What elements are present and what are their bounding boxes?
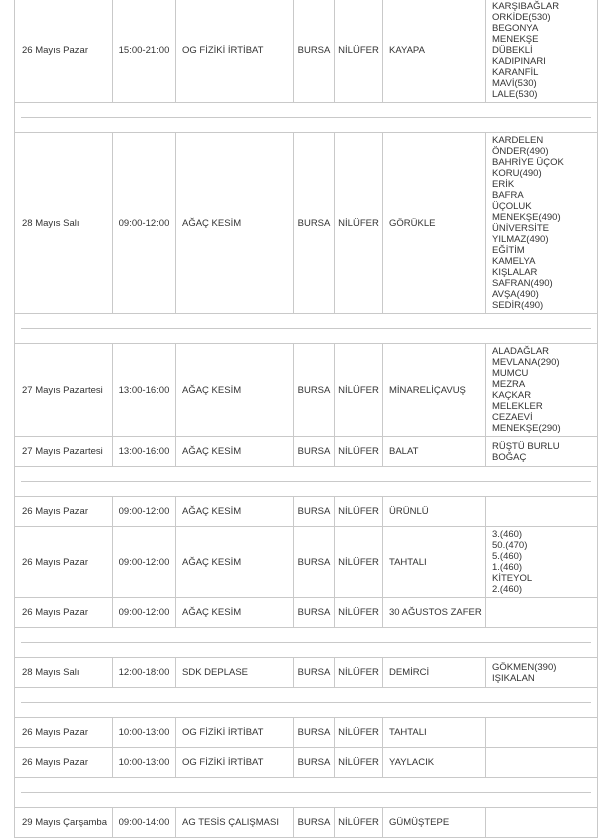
- streets-cell: [486, 0, 598, 103]
- street-name: KARDELEN: [492, 135, 544, 146]
- street-name: MAVİ(530): [492, 78, 537, 89]
- street-name: BEGONYA: [492, 23, 539, 34]
- outage-row: [15, 0, 598, 103]
- city-cell: BURSA: [294, 437, 335, 467]
- district-cell: NİLÜFER: [335, 0, 383, 103]
- street-name: BOĞAÇ: [492, 451, 527, 463]
- street-name: CEZAEVİ: [492, 412, 533, 423]
- neighborhood-cell: TAHTALI: [383, 718, 486, 748]
- neighborhood-cell: TAHTALI: [383, 527, 486, 598]
- separator-rule: [21, 328, 591, 329]
- time-cell: 09:00-12:00: [113, 497, 176, 527]
- district-cell: NİLÜFER: [335, 598, 383, 628]
- neighborhood-cell: BALAT: [383, 437, 486, 467]
- street-name: KARŞIBAĞLAR: [492, 1, 560, 12]
- street-name: KARANFİL: [492, 67, 539, 78]
- street-name: BAHRİYE ÜÇOK: [492, 157, 564, 168]
- street-name: ÜNİVERSİTE: [492, 223, 550, 234]
- group-separator-row: [15, 103, 598, 133]
- time-cell: 13:00-16:00: [113, 437, 176, 467]
- date-cell: 26 Mayıs Pazar: [15, 718, 113, 748]
- outage-table: [14, 0, 598, 838]
- group-separator-row: [15, 778, 598, 808]
- work-type-cell: AĞAÇ KESİM: [176, 527, 294, 598]
- neighborhood-cell: ÜRÜNLÜ: [383, 497, 486, 527]
- street-name: ALADAĞLAR: [492, 346, 550, 357]
- date-cell: 27 Mayıs Pazartesi: [15, 344, 113, 437]
- streets-cell: [486, 748, 598, 778]
- streets-cell: [486, 344, 598, 437]
- street-name: KADIPINARI: [492, 56, 546, 67]
- date-cell: 26 Mayıs Pazar: [15, 497, 113, 527]
- work-type-cell: OG FİZİKİ İRTİBAT: [176, 0, 294, 103]
- date-cell: 28 Mayıs Salı: [15, 658, 113, 688]
- street-name: KAMELYA: [492, 256, 536, 267]
- streets-cell: [486, 437, 598, 467]
- city-cell: BURSA: [294, 497, 335, 527]
- group-separator-row: [15, 688, 598, 718]
- city-cell: BURSA: [294, 718, 335, 748]
- outage-row: [15, 497, 598, 527]
- neighborhood-cell: DEMİRCİ: [383, 658, 486, 688]
- street-name: 5.(460): [492, 551, 523, 562]
- street-name: 50.(470): [492, 540, 528, 551]
- separator-cell: [15, 628, 598, 658]
- outage-row: [15, 808, 598, 838]
- street-name: SEDİR(490): [492, 300, 544, 311]
- time-cell: 13:00-16:00: [113, 344, 176, 437]
- outage-row: [15, 658, 598, 688]
- street-name: ERİK: [492, 179, 515, 190]
- neighborhood-cell: GÜMÜŞTEPE: [383, 808, 486, 838]
- separator-cell: [15, 467, 598, 497]
- street-name: DÜBEKLİ: [492, 45, 533, 56]
- date-cell: 26 Mayıs Pazar: [15, 527, 113, 598]
- time-cell: 15:00-21:00: [113, 0, 176, 103]
- street-name: SAFRAN(490): [492, 278, 553, 289]
- work-type-cell: AĞAÇ KESİM: [176, 497, 294, 527]
- street-name: EĞİTİM: [492, 245, 525, 256]
- streets-cell: [486, 133, 598, 314]
- district-cell: NİLÜFER: [335, 718, 383, 748]
- outage-row: [15, 718, 598, 748]
- district-cell: NİLÜFER: [335, 808, 383, 838]
- street-name: LALE(530): [492, 89, 538, 100]
- separator-rule: [21, 481, 591, 482]
- street-name: MELEKLER: [492, 401, 543, 412]
- outage-row: [15, 344, 598, 437]
- street-name: MENEKŞE(490): [492, 212, 561, 223]
- date-cell: 28 Mayıs Salı: [15, 133, 113, 314]
- street-name: MENEKŞE: [492, 34, 539, 45]
- city-cell: BURSA: [294, 748, 335, 778]
- work-type-cell: AĞAÇ KESİM: [176, 437, 294, 467]
- street-name: ÜÇOLUK: [492, 201, 532, 212]
- street-name: 3.(460): [492, 529, 523, 540]
- street-name: GÖKMEN(390): [492, 661, 557, 673]
- streets-cell: [486, 658, 598, 688]
- city-cell: BURSA: [294, 808, 335, 838]
- separator-cell: [15, 778, 598, 808]
- street-name: KAÇKAR: [492, 390, 532, 401]
- outage-row: [15, 598, 598, 628]
- time-cell: 09:00-14:00: [113, 808, 176, 838]
- work-type-cell: AG TESİS ÇALIŞMASI: [176, 808, 294, 838]
- streets-cell: [486, 527, 598, 598]
- time-cell: 12:00-18:00: [113, 658, 176, 688]
- street-name: YILMAZ(490): [492, 234, 549, 245]
- time-cell: 10:00-13:00: [113, 748, 176, 778]
- separator-cell: [15, 103, 598, 133]
- district-cell: NİLÜFER: [335, 658, 383, 688]
- work-type-cell: OG FİZİKİ İRTİBAT: [176, 718, 294, 748]
- street-name: ÖNDER(490): [492, 146, 549, 157]
- neighborhood-cell: 30 AĞUSTOS ZAFER: [383, 598, 486, 628]
- work-type-cell: AĞAÇ KESİM: [176, 598, 294, 628]
- table-body: [15, 0, 598, 838]
- outage-row: [15, 527, 598, 598]
- street-name: RÜŞTÜ BURLU: [492, 440, 560, 452]
- street-name: AVŞA(490): [492, 289, 539, 300]
- separator-rule: [21, 702, 591, 703]
- city-cell: BURSA: [294, 658, 335, 688]
- outage-row: [15, 133, 598, 314]
- streets-cell: [486, 808, 598, 838]
- street-name: MENEKŞE(290): [492, 423, 561, 434]
- work-type-cell: AĞAÇ KESİM: [176, 344, 294, 437]
- date-cell: 29 Mayıs Çarşamba: [15, 808, 113, 838]
- work-type-cell: SDK DEPLASE: [176, 658, 294, 688]
- street-name: MEVLANA(290): [492, 357, 560, 368]
- city-cell: BURSA: [294, 0, 335, 103]
- time-cell: 09:00-12:00: [113, 527, 176, 598]
- street-name: 2.(460): [492, 584, 523, 595]
- street-name: ORKİDE(530): [492, 12, 551, 23]
- separator-rule: [21, 117, 591, 118]
- street-name: BAFRA: [492, 190, 524, 201]
- district-cell: NİLÜFER: [335, 437, 383, 467]
- city-cell: BURSA: [294, 527, 335, 598]
- date-cell: 27 Mayıs Pazartesi: [15, 437, 113, 467]
- work-type-cell: AĞAÇ KESİM: [176, 133, 294, 314]
- time-cell: 10:00-13:00: [113, 718, 176, 748]
- date-cell: 26 Mayıs Pazar: [15, 0, 113, 103]
- district-cell: NİLÜFER: [335, 527, 383, 598]
- time-cell: 09:00-12:00: [113, 133, 176, 314]
- date-cell: 26 Mayıs Pazar: [15, 598, 113, 628]
- city-cell: BURSA: [294, 598, 335, 628]
- group-separator-row: [15, 467, 598, 497]
- district-cell: NİLÜFER: [335, 748, 383, 778]
- neighborhood-cell: KAYAPA: [383, 0, 486, 103]
- outage-row: [15, 748, 598, 778]
- street-name: MUMCU: [492, 368, 529, 379]
- date-cell: 26 Mayıs Pazar: [15, 748, 113, 778]
- time-cell: 09:00-12:00: [113, 598, 176, 628]
- street-name: MEZRA: [492, 379, 526, 390]
- streets-cell: [486, 497, 598, 527]
- streets-cell: [486, 598, 598, 628]
- group-separator-row: [15, 314, 598, 344]
- street-name: KIŞLALAR: [492, 267, 538, 278]
- street-name: IŞIKALAN: [492, 672, 535, 684]
- street-name: KİTEYOL: [492, 573, 533, 584]
- streets-cell: [486, 718, 598, 748]
- district-cell: NİLÜFER: [335, 497, 383, 527]
- city-cell: BURSA: [294, 344, 335, 437]
- neighborhood-cell: MİNARELİÇAVUŞ: [383, 344, 486, 437]
- separator-rule: [21, 642, 591, 643]
- separator-cell: [15, 688, 598, 718]
- separator-rule: [21, 792, 591, 793]
- group-separator-row: [15, 628, 598, 658]
- street-name: KORU(490): [492, 168, 542, 179]
- district-cell: NİLÜFER: [335, 344, 383, 437]
- district-cell: NİLÜFER: [335, 133, 383, 314]
- work-type-cell: OG FİZİKİ İRTİBAT: [176, 748, 294, 778]
- separator-cell: [15, 314, 598, 344]
- street-name: 1.(460): [492, 562, 523, 573]
- neighborhood-cell: GÖRÜKLE: [383, 133, 486, 314]
- city-cell: BURSA: [294, 133, 335, 314]
- neighborhood-cell: YAYLACIK: [383, 748, 486, 778]
- outage-row: [15, 437, 598, 467]
